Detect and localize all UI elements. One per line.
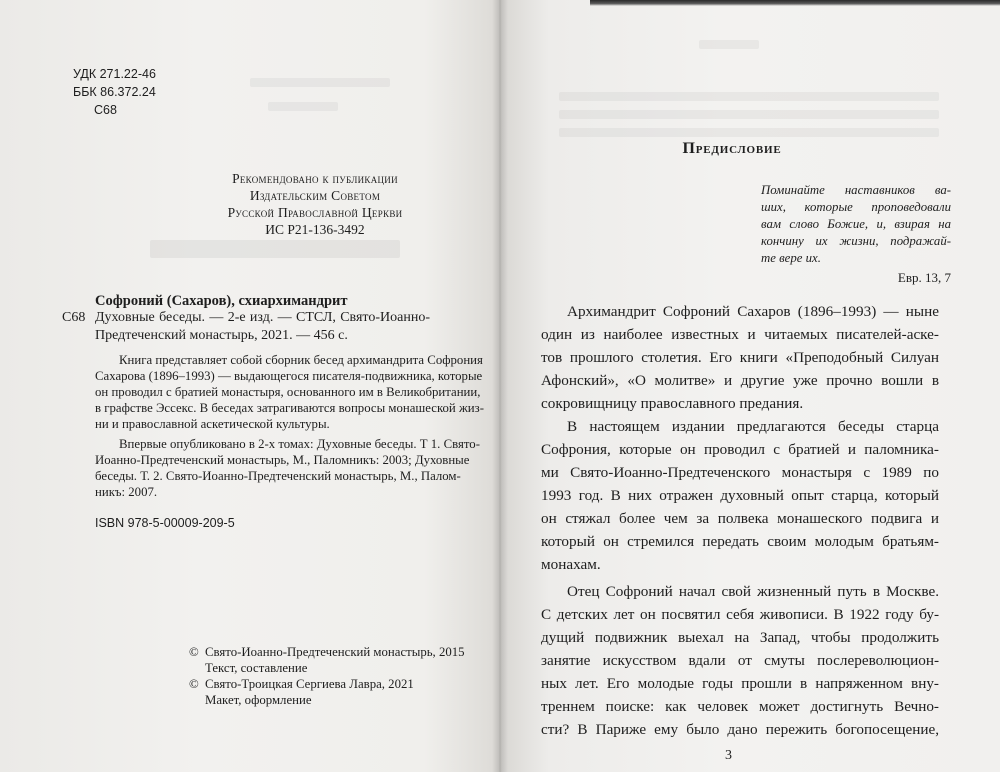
annotation-line: он проводил с братией монастыря, основанного им в Великобритании, (95, 385, 481, 399)
paragraph-line: Отец Софроний начал свой жизненный путь в Москве. (567, 583, 939, 600)
copyright-symbol: © (189, 677, 199, 691)
paragraph-line: он стяжал более чем за полвека монашеского подвига и (541, 510, 939, 527)
paragraph-line: монахам. (541, 556, 601, 573)
recommendation-line: Русской Православной Церкви (227, 205, 403, 220)
paragraph-line: сокровищницу православного предания. (541, 395, 804, 412)
bleed-through-mark (559, 92, 939, 101)
bleed-through-mark (559, 128, 939, 137)
annotation-line: Книга представляет собой сборник бесед архимандрита Софрония (119, 353, 483, 367)
epigraph-line: кончину их жизни, подражай- (761, 234, 951, 248)
paragraph-line: занятие искусством вдали от смуты послереволюцион- (541, 652, 939, 669)
paragraph-line: Архимандрит Софроний Сахаров (1896–1993) — ныне (567, 303, 939, 320)
paragraph-line: ми Свято-Иоанно-Предтеченского монастыря с 1989 по (541, 464, 939, 481)
recommendation-number: ИС Р21-136-3492 (265, 222, 365, 237)
page-number: 3 (725, 748, 732, 763)
bleed-through-mark (559, 110, 939, 119)
paragraph-line: сти? В Париже ему было дано пережить богопосещение, (541, 721, 939, 738)
epigraph-source: Евр. 13, 7 (897, 270, 951, 285)
epigraph-line: те вере их. (761, 251, 821, 265)
copyright-role: Текст, составление (205, 661, 308, 675)
paragraph-line: Афонский», «О молитве» и другие уже прочно вошли в (541, 372, 939, 389)
book-gutter (492, 0, 508, 772)
isbn: ISBN 978-5-00009-209-5 (95, 516, 235, 530)
paragraph-line: Софрония, которые он проводил с братией и паломника- (541, 441, 939, 458)
bleed-through-mark (250, 78, 390, 87)
annotation-line: в графстве Эссекс. В беседах затрагиваются вопросы монашеской жиз- (95, 401, 484, 415)
bleed-through-mark (150, 240, 400, 258)
catalog-line: Предтеченский монастырь, 2021. — 456 с. (95, 328, 348, 343)
paragraph-line: один из наиболее известных и читаемых писателей-аске- (541, 326, 939, 343)
section-heading: Предисловие (682, 140, 782, 157)
paragraph-line: В настоящем издании предлагаются беседы старца (567, 418, 939, 435)
epigraph-line: вам слово Божие, и, взирая на (761, 217, 951, 231)
epigraph-line: ших, которые проповедовали (761, 200, 951, 214)
annotation-line: ни и православной аскетической культуры. (95, 417, 330, 431)
catalog-code: С68 (62, 310, 86, 325)
right-page (499, 0, 1000, 772)
author-mark: С68 (94, 103, 117, 117)
copyright-role: Макет, оформление (205, 693, 312, 707)
epigraph-line: Поминайте наставников ва- (761, 183, 951, 197)
bleed-through-mark (699, 40, 759, 49)
bbk-code: ББК 86.372.24 (73, 85, 156, 99)
catalog-author-heading: Софроний (Сахаров), схиархимандрит (95, 293, 348, 309)
paragraph-line: треннем поиске: как человек может достигнуть Вечно- (541, 698, 939, 715)
paragraph-line: ных лет. Его молодые годы прошли в напряженном вну- (541, 675, 939, 692)
catalog-line: Духовные беседы. — 2-е изд. — СТСЛ, Свято-Иоанно- (95, 310, 430, 325)
recommendation-line: Рекомендовано к публикации (232, 171, 398, 186)
copyright-holder: Свято-Иоанно-Предтеченский монастырь, 2015 (205, 645, 465, 659)
annotation-line: Сахарова (1896–1993) — выдающегося писателя-подвижника, которые (95, 369, 483, 383)
left-page (0, 0, 499, 772)
first-published-line: беседы. Т. 2. Свято-Иоанно-Предтеченский монастырь, М., Палом- (95, 469, 461, 483)
first-published-line: Иоанно-Предтеченский монастырь, М., Паломникъ: 2003; Духовные (95, 453, 470, 467)
bleed-through-mark (268, 102, 338, 111)
copyright-symbol: © (189, 645, 199, 659)
paragraph-line: который он стремился передать своим молодым братьям- (541, 533, 939, 550)
first-published-line: никъ: 2007. (95, 485, 158, 499)
paragraph-line: тов прошлого столетия. Его книги «Преподобный Силуан (541, 349, 939, 366)
recommendation-line: Издательским Советом (249, 188, 381, 203)
paragraph-line: С детских лет он посвятил себя живописи. В 1922 году бу- (541, 606, 939, 623)
copyright-holder: Свято-Троицкая Сергиева Лавра, 2021 (205, 677, 414, 691)
paragraph-line: 1993 год. В них отражен духовный опыт старца, который (541, 487, 939, 504)
scan-edge-shadow (590, 0, 1000, 6)
paragraph-line: дущий подвижник выехал на Запад, чтобы продолжить (541, 629, 939, 646)
first-published-line: Впервые опубликовано в 2-х томах: Духовные беседы. Т 1. Свято- (119, 437, 480, 451)
udk-code: УДК 271.22-46 (73, 67, 156, 81)
